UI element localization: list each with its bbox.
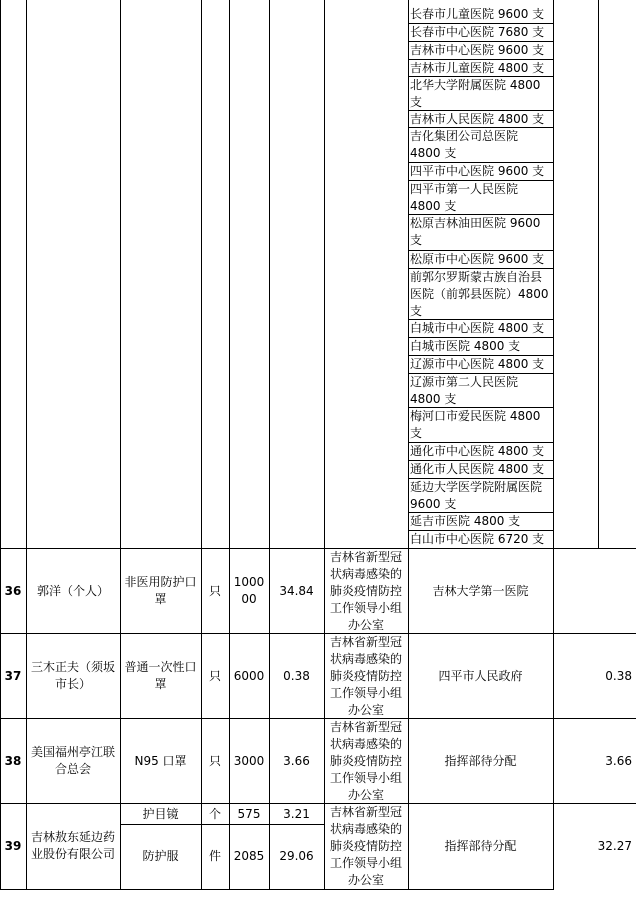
list-item: 长春市中心医院 7680 支 bbox=[410, 25, 545, 39]
item-name: 非医用防护口罩 bbox=[124, 575, 197, 606]
list-item: 前郭尔罗斯蒙古族自治县医院（前郭县医院）4800 支 bbox=[410, 270, 549, 318]
recipient: 吉林省新型冠状病毒感染的肺炎疫情防控工作领导小组办公室 bbox=[329, 804, 402, 887]
item-name: 防护服 bbox=[142, 849, 179, 863]
item-quantity: 575 bbox=[237, 806, 261, 821]
grid-line bbox=[598, 0, 599, 549]
grid-line bbox=[408, 407, 553, 408]
grid-line bbox=[0, 889, 553, 890]
item-quantity: 3000 bbox=[233, 753, 265, 768]
donor-name: 郭洋（个人） bbox=[36, 583, 109, 598]
grid-line bbox=[408, 442, 553, 443]
donor-name: 吉林敖东延边药业股份有限公司 bbox=[30, 830, 115, 861]
list-item: 北华大学附属医院 4800 支 bbox=[410, 78, 541, 109]
item-name: 普通一次性口罩 bbox=[124, 660, 197, 691]
row-number: 36 bbox=[4, 583, 22, 598]
item-value: 3.21 bbox=[283, 806, 310, 821]
list-item: 白城市医院 4800 支 bbox=[410, 339, 521, 353]
list-item: 延边大学医学院附属医院 9600 支 bbox=[410, 480, 543, 511]
list-item: 通化市人民医院 4800 支 bbox=[410, 462, 545, 476]
grid-line bbox=[408, 530, 553, 531]
grid-line bbox=[201, 0, 202, 890]
row-total: 32.27 bbox=[597, 838, 632, 853]
list-item: 通化市中心医院 4800 支 bbox=[410, 444, 545, 458]
grid-line bbox=[408, 319, 553, 320]
destination: 指挥部待分配 bbox=[444, 838, 517, 853]
grid-line bbox=[408, 59, 553, 60]
grid-line bbox=[120, 824, 324, 825]
list-item: 白山市中心医院 6720 支 bbox=[410, 532, 545, 546]
list-item: 延吉市医院 4800 支 bbox=[410, 514, 521, 528]
list-item: 辽源市第二人民医院 4800 支 bbox=[410, 375, 519, 406]
grid-line bbox=[324, 0, 325, 890]
row-number: 38 bbox=[4, 753, 22, 768]
grid-line bbox=[408, 180, 553, 181]
grid-line bbox=[408, 460, 553, 461]
list-item: 长春市儿童医院 9600 支 bbox=[410, 7, 545, 21]
item-unit: 只 bbox=[208, 668, 221, 683]
item-quantity: 6000 bbox=[233, 668, 265, 683]
grid-line bbox=[229, 0, 230, 890]
list-item: 吉林市儿童医院 4800 支 bbox=[410, 61, 545, 75]
item-value: 34.84 bbox=[279, 583, 314, 598]
grid-line bbox=[408, 355, 553, 356]
grid-line bbox=[408, 41, 553, 42]
grid-line bbox=[0, 803, 636, 804]
grid-line bbox=[408, 110, 553, 111]
list-item: 松原吉林油田医院 9600 支 bbox=[410, 216, 541, 247]
item-value: 0.38 bbox=[283, 668, 310, 683]
grid-line bbox=[408, 214, 553, 215]
item-quantity: 100000 bbox=[233, 575, 265, 606]
grid-line bbox=[408, 337, 553, 338]
item-unit: 只 bbox=[208, 753, 221, 768]
grid-line bbox=[408, 76, 553, 77]
item-value: 3.66 bbox=[283, 753, 310, 768]
item-name: N95 口罩 bbox=[134, 753, 187, 768]
row-number: 37 bbox=[4, 668, 22, 683]
grid-line bbox=[408, 0, 409, 890]
grid-line bbox=[408, 23, 553, 24]
list-item: 辽源市中心医院 4800 支 bbox=[410, 357, 545, 371]
row-total: 3.66 bbox=[605, 753, 632, 768]
item-name: 护目镜 bbox=[142, 806, 179, 821]
grid-line bbox=[408, 127, 553, 128]
grid-line bbox=[0, 548, 636, 549]
list-item: 梅河口市爱民医院 4800 支 bbox=[410, 409, 541, 440]
grid-line bbox=[408, 268, 553, 269]
grid-line bbox=[553, 0, 554, 890]
row-number: 39 bbox=[4, 838, 22, 853]
grid-line bbox=[408, 373, 553, 374]
donor-name: 美国福州亭江联合总会 bbox=[30, 745, 115, 776]
recipient: 吉林省新型冠状病毒感染的肺炎疫情防控工作领导小组办公室 bbox=[329, 549, 402, 632]
item-unit: 件 bbox=[208, 849, 221, 863]
item-unit: 个 bbox=[208, 806, 221, 821]
item-quantity: 2085 bbox=[233, 849, 265, 863]
grid-line bbox=[408, 162, 553, 163]
destination: 指挥部待分配 bbox=[444, 753, 517, 768]
grid-line bbox=[0, 718, 636, 719]
list-item: 四平市第一人民医院 4800 支 bbox=[410, 182, 519, 213]
row-total: 0.38 bbox=[605, 668, 632, 683]
grid-line bbox=[269, 0, 270, 890]
list-item: 松原市中心医院 9600 支 bbox=[410, 252, 545, 266]
grid-line bbox=[26, 0, 27, 890]
list-item: 白城市中心医院 4800 支 bbox=[410, 321, 545, 335]
grid-line bbox=[408, 250, 553, 251]
grid-line bbox=[0, 0, 1, 890]
item-value: 29.06 bbox=[279, 849, 314, 863]
list-item: 吉林市人民医院 4800 支 bbox=[410, 112, 545, 126]
item-unit: 只 bbox=[208, 583, 221, 598]
list-item: 吉林市中心医院 9600 支 bbox=[410, 43, 545, 57]
destination: 吉林大学第一医院 bbox=[432, 583, 529, 598]
recipient: 吉林省新型冠状病毒感染的肺炎疫情防控工作领导小组办公室 bbox=[329, 634, 402, 717]
grid-line bbox=[408, 512, 553, 513]
list-item: 吉化集团公司总医院 4800 支 bbox=[410, 129, 519, 160]
row-total bbox=[553, 549, 636, 633]
recipient: 吉林省新型冠状病毒感染的肺炎疫情防控工作领导小组办公室 bbox=[329, 719, 402, 802]
destination: 四平市人民政府 bbox=[438, 668, 523, 683]
grid-line bbox=[408, 478, 553, 479]
list-item: 四平市中心医院 9600 支 bbox=[410, 164, 545, 178]
donor-name: 三木正夫（须坂市长） bbox=[30, 660, 115, 691]
grid-line bbox=[120, 0, 121, 890]
grid-line bbox=[0, 633, 636, 634]
